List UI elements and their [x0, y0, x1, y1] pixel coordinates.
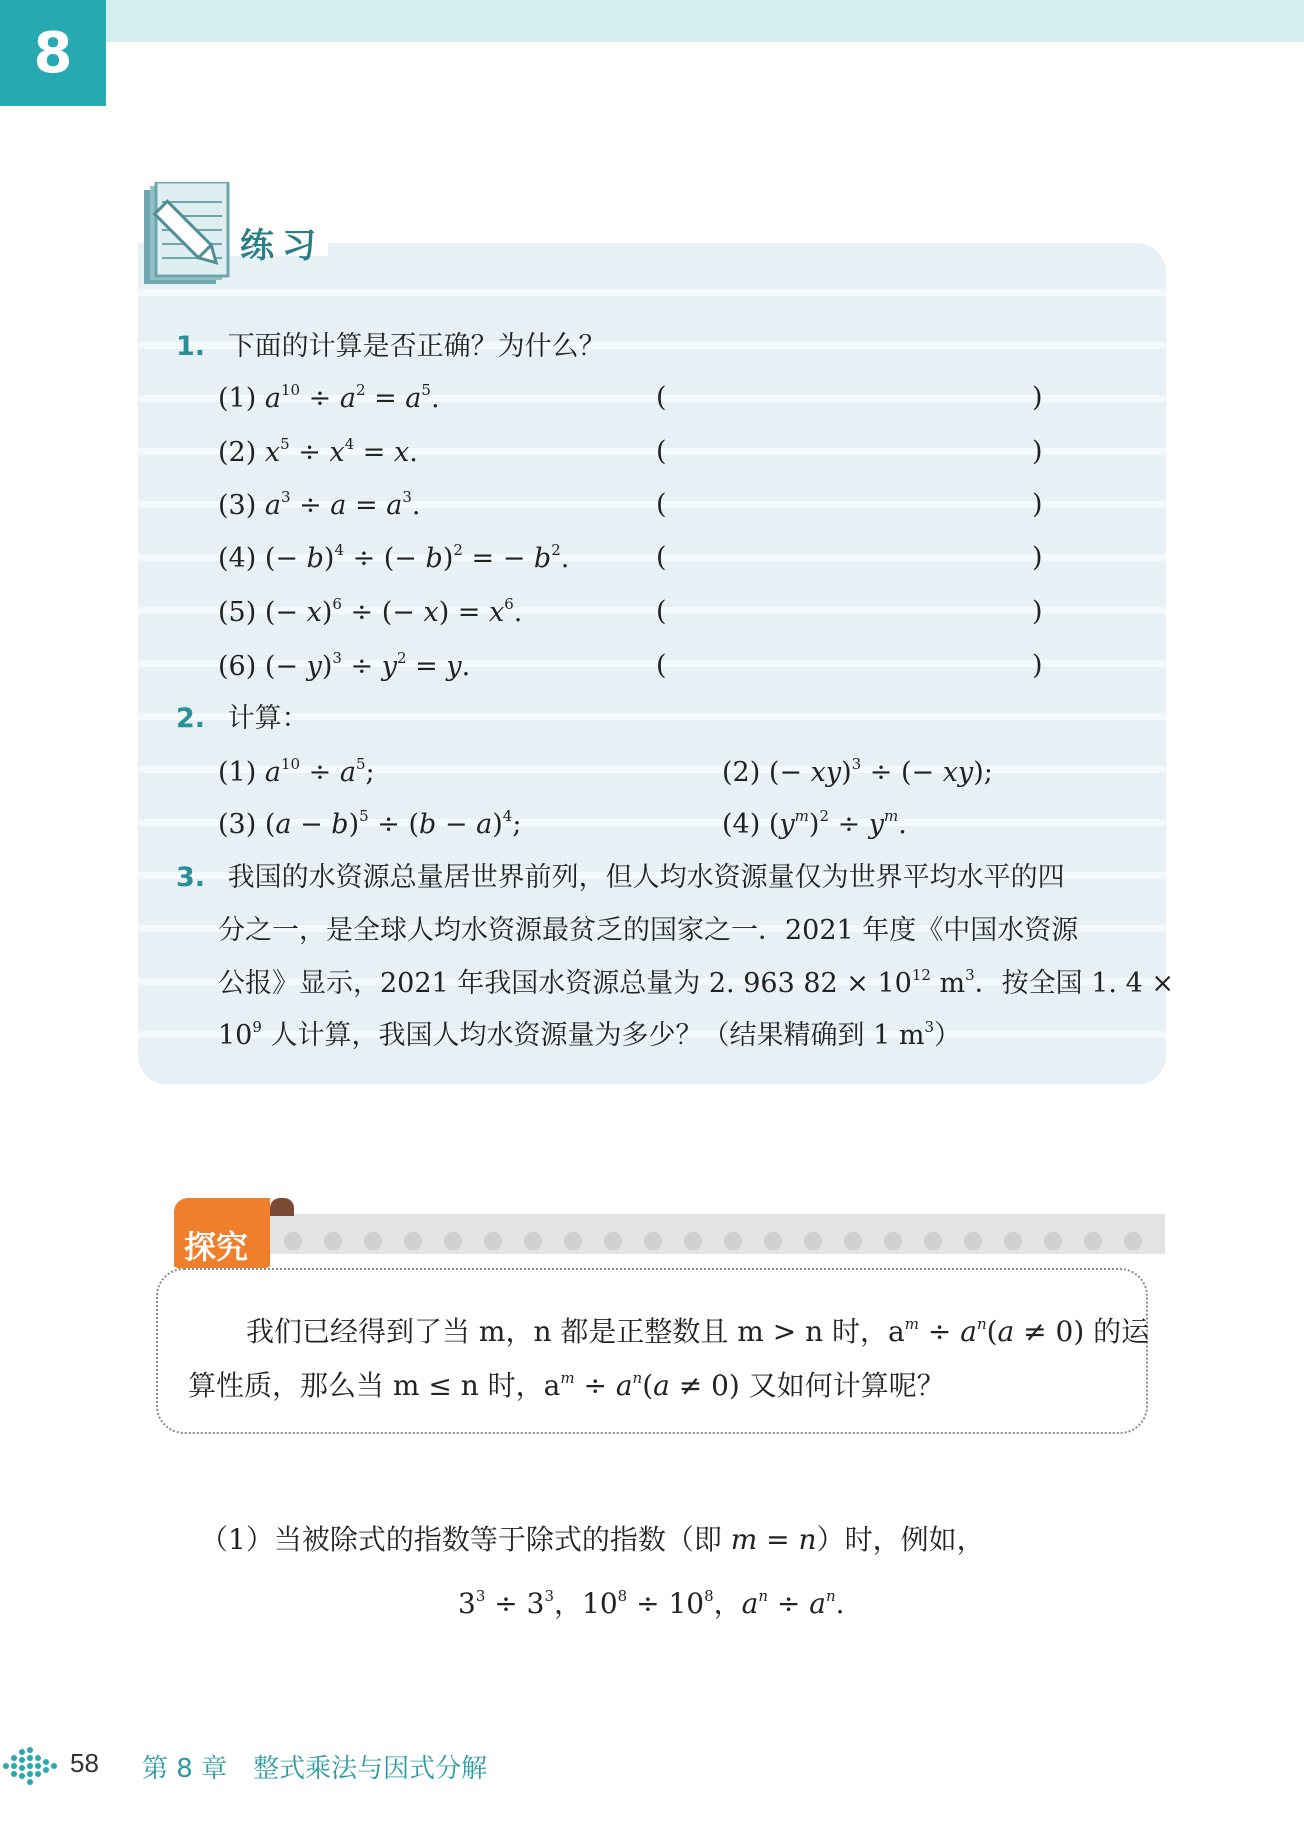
explore-knob — [270, 1198, 294, 1216]
exponent: 3 — [924, 1018, 934, 1036]
q3-text: 我国的水资源总量居世界前列，但人均水资源量仅为世界平均水平的四 — [227, 862, 1065, 893]
bar-dot — [604, 1232, 622, 1250]
answer-paren-close: ) — [1032, 596, 1043, 627]
bar-dot — [684, 1232, 702, 1250]
q3-line-1 — [176, 861, 1065, 895]
q3-text: 人计算，我国人均水资源量为多少？（结果精确到 1 m — [261, 1020, 925, 1051]
q2-prompt: 计算： — [227, 703, 309, 734]
q1-item-5 — [218, 596, 522, 630]
answer-paren-open: ( — [656, 542, 667, 573]
math-expression: $a^3 \div a = a^3$. — [264, 488, 421, 521]
exponent: 12 — [911, 966, 931, 984]
math-expression: $a^{10} \div a^2 = a^5$. — [264, 381, 440, 414]
bar-dot — [724, 1232, 742, 1250]
q1-item-4 — [218, 542, 569, 576]
main-text: （1）当被除式的指数等于除式的指数（即 — [200, 1523, 731, 1556]
q3-text: m — [930, 968, 966, 999]
bar-dot — [324, 1232, 342, 1250]
math-expression: $a^{10} \div a^5$; — [264, 755, 375, 788]
answer-paren-close: ) — [1032, 542, 1043, 573]
bar-dot — [804, 1232, 822, 1250]
bar-dot — [764, 1232, 782, 1250]
q1-item-label: (1) — [218, 383, 257, 414]
bar-dot — [564, 1232, 582, 1250]
bar-dot — [964, 1232, 982, 1250]
footer-dots-icon — [2, 1746, 58, 1786]
explore-line-1: 我们已经得到了当 m，n 都是正整数且 m > n 时，$a^m \div a^n(a \ne 0)$ 的运 — [246, 1315, 1150, 1348]
bar-dot — [1044, 1232, 1062, 1250]
math-expression: (− x)$^6$ ÷ (− $x) = x^6$. — [264, 595, 523, 628]
exponent: 3 — [965, 966, 975, 984]
bar-dot — [884, 1232, 902, 1250]
answer-paren-open: ( — [656, 596, 667, 627]
bar-dot — [524, 1232, 542, 1250]
math-expression: $(y^m)^2 \div y^m$. — [768, 807, 907, 840]
answer-paren-close: ) — [1032, 382, 1043, 413]
q1-item-label: (4) — [218, 543, 257, 574]
top-band — [106, 0, 1304, 42]
math-expression: (− $y)^3 \div y^2 = y$. — [264, 649, 471, 682]
q2-item-3 — [218, 808, 521, 842]
q1-item-label: (6) — [218, 651, 257, 682]
answer-paren-open: ( — [656, 436, 667, 467]
q1-prompt: 下面的计算是否正确？为什么？ — [227, 331, 606, 362]
explore-header-bar — [270, 1214, 1165, 1254]
q1-item-label: (5) — [218, 597, 257, 628]
explore-box — [156, 1268, 1148, 1434]
footer-chapter-title: 第 8 章 整式乘法与因式分解 — [142, 1754, 488, 1784]
main-paragraph: （1）当被除式的指数等于除式的指数（即 m = n）时，例如， — [200, 1523, 985, 1556]
q2-line — [176, 702, 309, 736]
math-expression: (− b)$^4$ ÷ (− b)$^2$ = − $b^2$. — [264, 541, 570, 574]
q2-item-label: (4) — [722, 809, 761, 840]
exponent: 9 — [252, 1018, 262, 1036]
q2-item-label: (2) — [722, 757, 761, 788]
bar-dot — [644, 1232, 662, 1250]
q1-item-6 — [218, 650, 470, 684]
q3-line-3 — [218, 967, 1174, 1001]
explore-text: 算性质，那么当 m ≤ n 时，a — [188, 1369, 561, 1402]
explore-text: 又如何计算呢？ — [739, 1369, 945, 1402]
q3-line-2: 分之一，是全球人均水资源最贫乏的国家之一．2021 年度《中国水资源 — [218, 915, 1079, 946]
answer-paren-open: ( — [656, 650, 667, 681]
bar-dot — [364, 1232, 382, 1250]
q3-text: ） — [933, 1020, 961, 1051]
q1-item-label: (2) — [218, 437, 257, 468]
bar-dot — [844, 1232, 862, 1250]
q2-item-2 — [722, 756, 993, 790]
bar-dot — [1084, 1232, 1102, 1250]
q1-item-3 — [218, 489, 420, 523]
chapter-tab: 8 — [0, 0, 106, 106]
answer-paren-open: ( — [656, 489, 667, 520]
bar-dot — [284, 1232, 302, 1250]
bar-dot — [1004, 1232, 1022, 1250]
q2-item-label: (1) — [218, 757, 257, 788]
explore-text: 的运 — [1084, 1315, 1150, 1348]
answer-paren-open: ( — [656, 382, 667, 413]
q2-item-4 — [722, 808, 907, 842]
bar-dot — [404, 1232, 422, 1250]
bar-dot — [484, 1232, 502, 1250]
answer-paren-close: ) — [1032, 436, 1043, 467]
q1-number: 1. — [176, 331, 206, 362]
explore-title: 探究 — [184, 1228, 249, 1266]
q2-item-1 — [218, 756, 375, 790]
q3-text: ．按全国 1. 4 × — [974, 968, 1174, 999]
q3-line-4 — [218, 1019, 961, 1053]
q3-text: 10 — [218, 1020, 253, 1051]
q3-text: 公报》显示，2021 年我国水资源总量为 2. 963 82 × 10 — [218, 968, 912, 999]
exercise-title: 练习 — [240, 226, 324, 266]
q2-item-label: (3) — [218, 809, 257, 840]
q1-item-1 — [218, 382, 440, 416]
main-text: ）时，例如， — [816, 1523, 985, 1556]
bar-dot — [924, 1232, 942, 1250]
math-expression: $(a - b)^5 \div (b - a)^4$; — [264, 807, 522, 840]
q1-item-2 — [218, 436, 418, 470]
answer-paren-close: ) — [1032, 489, 1043, 520]
pencil-notebook-icon — [142, 182, 232, 286]
math-expression: $x^5 \div x^4 = x$. — [264, 435, 418, 468]
bar-dot — [1124, 1232, 1142, 1250]
q1-line — [176, 330, 606, 364]
bar-dot — [444, 1232, 462, 1250]
q3-number: 3. — [176, 862, 206, 893]
q2-number: 2. — [176, 703, 206, 734]
math-expression: (− xy)$^3$ ÷ (− xy); — [768, 755, 993, 788]
q1-item-label: (3) — [218, 490, 257, 521]
example-expressions: $3^3 \div 3^3$，$10^8 \div 10^8$，$a^n \div a^n$. — [458, 1587, 845, 1620]
explore-text: 我们已经得到了当 m，n 都是正整数且 m > n 时，a — [246, 1315, 905, 1348]
answer-paren-close: ) — [1032, 650, 1043, 681]
explore-line-2: 算性质，那么当 m ≤ n 时，$a^m \div a^n(a \ne 0)$ 又如何计算呢？ — [188, 1369, 945, 1402]
page-number: 58 — [70, 1748, 99, 1778]
